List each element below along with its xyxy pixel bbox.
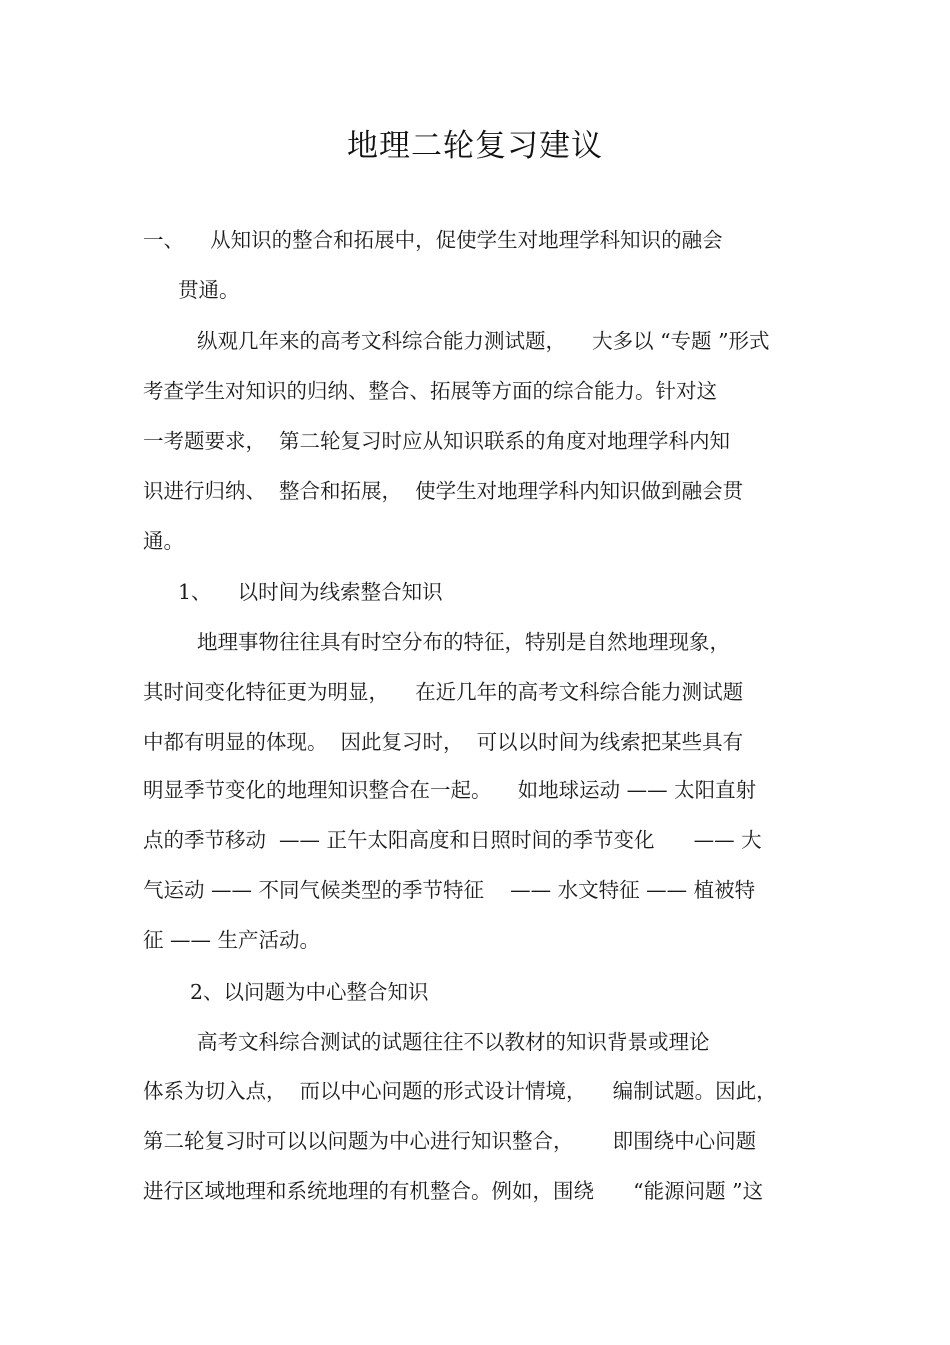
paragraph-line: 识进行归纳、 整合和拓展， 使学生对地理学科内知识做到融会贯 — [143, 479, 744, 503]
paragraph-line: 点的季节移动 —— 正午太阳高度和日照时间的季节变化 —— 大 — [143, 828, 762, 852]
paragraph-line: 第二轮复习时可以以问题为中心进行知识整合， 即围绕中心问题 — [143, 1129, 757, 1153]
paragraph-line: 中都有明显的体现。 因此复习时， 可以以时间为线索把某些具有 — [143, 730, 744, 754]
subsection-heading-1: 1、 以时间为线索整合知识 — [178, 580, 443, 604]
paragraph-line: 进行区域地理和系统地理的有机整合。例如，围绕 “能源问题 ”这 — [143, 1179, 764, 1203]
paragraph-line: 体系为切入点， 而以中心问题的形式设计情境， 编制试题。因此， — [143, 1079, 777, 1103]
page-title: 地理二轮复习建议 — [347, 128, 603, 164]
paragraph-line: 考查学生对知识的归纳、整合、拓展等方面的综合能力。针对这 — [143, 379, 717, 403]
paragraph-line: 气运动 —— 不同气候类型的季节特征 —— 水文特征 —— 植被特 — [143, 878, 756, 902]
paragraph-line: 纵观几年来的高考文科综合能力测试题， 大多以 “专题 ”形式 — [197, 329, 770, 353]
paragraph-line: 明显季节变化的地理知识整合在一起。 如地球运动 —— 太阳直射 — [143, 778, 757, 802]
paragraph-line: 贯通。 — [178, 278, 240, 302]
paragraph-line: 征 —— 生产活动。 — [143, 928, 321, 952]
paragraph-line: 高考文科综合测试的试题往往不以教材的知识背景或理论 — [197, 1030, 710, 1054]
paragraph-line: 地理事物往往具有时空分布的特征，特别是自然地理现象， — [197, 630, 730, 654]
paragraph-line: 一考题要求， 第二轮复习时应从知识联系的角度对地理学科内知 — [143, 429, 731, 453]
paragraph-line: 通。 — [143, 529, 184, 553]
section-heading-1: 一、 从知识的整合和拓展中，促使学生对地理学科知识的融会 — [143, 228, 723, 252]
subsection-heading-2: 2、以问题为中心整合知识 — [190, 980, 429, 1004]
paragraph-line: 其时间变化特征更为明显， 在近几年的高考文科综合能力测试题 — [143, 680, 744, 704]
